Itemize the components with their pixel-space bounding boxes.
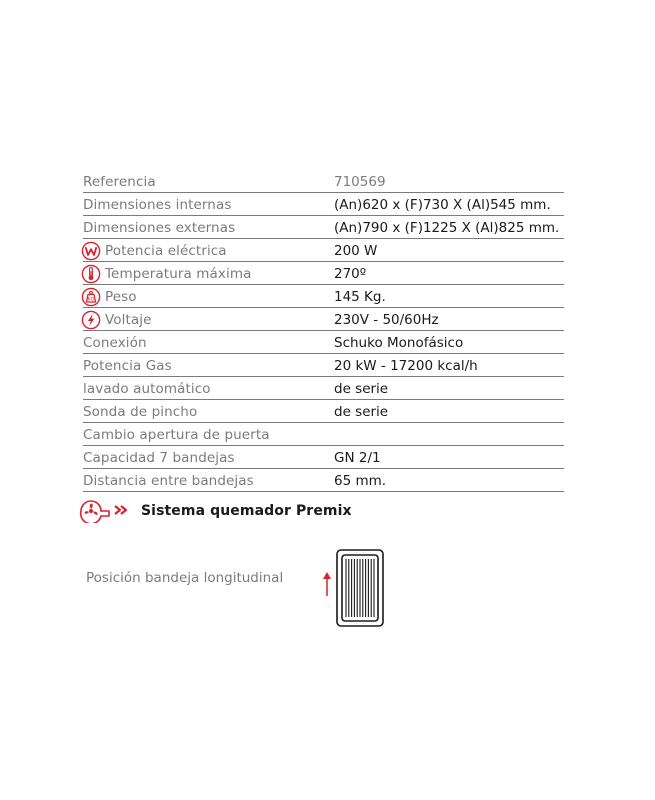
spec-value: 230V - 50/60Hz <box>334 311 439 328</box>
spec-value: (An)790 x (F)1225 X (Al)825 mm. <box>334 219 560 236</box>
spec-row-sonda <box>83 401 564 423</box>
spec-row-dimensiones-internas <box>83 194 564 216</box>
spec-row-temperatura <box>83 263 564 285</box>
spec-label: Potencia Gas <box>83 357 172 374</box>
spec-label: Peso <box>105 288 137 305</box>
spec-label: Conexión <box>83 334 147 351</box>
premix-feature <box>79 499 352 523</box>
spec-value: 145 Kg. <box>334 288 386 305</box>
spec-value: Schuko Monofásico <box>334 334 464 351</box>
spec-label: Distancia entre bandejas <box>83 472 254 489</box>
weight-icon <box>81 287 101 307</box>
arrow-up-icon <box>321 571 333 597</box>
spec-value: 200 W <box>334 242 378 259</box>
spec-row-potencia-electrica <box>83 240 564 262</box>
spec-row-lavado <box>83 378 564 400</box>
spec-row-dimensiones-externas <box>83 217 564 239</box>
lightning-icon <box>81 310 101 330</box>
spec-value: (An)620 x (F)730 X (Al)545 mm. <box>334 196 551 213</box>
power-w-icon <box>81 241 101 261</box>
thermometer-icon <box>81 264 101 284</box>
spec-value: de serie <box>334 380 389 397</box>
spec-row-referencia <box>83 172 564 193</box>
spec-label: Referencia <box>83 174 156 190</box>
spec-row-potencia-gas <box>83 355 564 377</box>
spec-label: Voltaje <box>105 311 152 328</box>
spec-row-capacidad <box>83 447 564 469</box>
spec-label: Cambio apertura de puerta <box>83 426 270 443</box>
spec-row-cambio-puerta <box>83 424 564 446</box>
tray-longitudinal-icon <box>336 549 384 627</box>
spec-label: Sonda de pincho <box>83 403 198 420</box>
spec-row-voltaje <box>83 309 564 331</box>
spec-row-peso <box>83 286 564 308</box>
spec-value: 65 mm. <box>334 472 387 489</box>
svg-text:KG: KG <box>87 297 95 303</box>
spec-value: 710569 <box>334 174 386 190</box>
spec-value: de serie <box>334 403 389 420</box>
spec-label: Potencia eléctrica <box>105 242 227 259</box>
spec-table <box>83 172 564 493</box>
spec-value: 20 kW - 17200 kcal/h <box>334 357 478 374</box>
tray-position-label: Posición bandeja longitudinal <box>86 570 284 586</box>
spec-value: 270º <box>334 265 367 282</box>
spec-label: Dimensiones internas <box>83 196 232 213</box>
spec-label: Dimensiones externas <box>83 219 236 236</box>
premix-title: Sistema quemador Premix <box>141 503 352 519</box>
spec-row-distancia <box>83 470 564 492</box>
spec-value: GN 2/1 <box>334 449 381 466</box>
spec-label: lavado automático <box>83 380 211 397</box>
burner-fan-icon <box>79 499 135 523</box>
spec-label: Temperatura máxima <box>105 265 252 282</box>
spec-label: Capacidad 7 bandejas <box>83 449 235 466</box>
spec-row-conexion <box>83 332 564 354</box>
